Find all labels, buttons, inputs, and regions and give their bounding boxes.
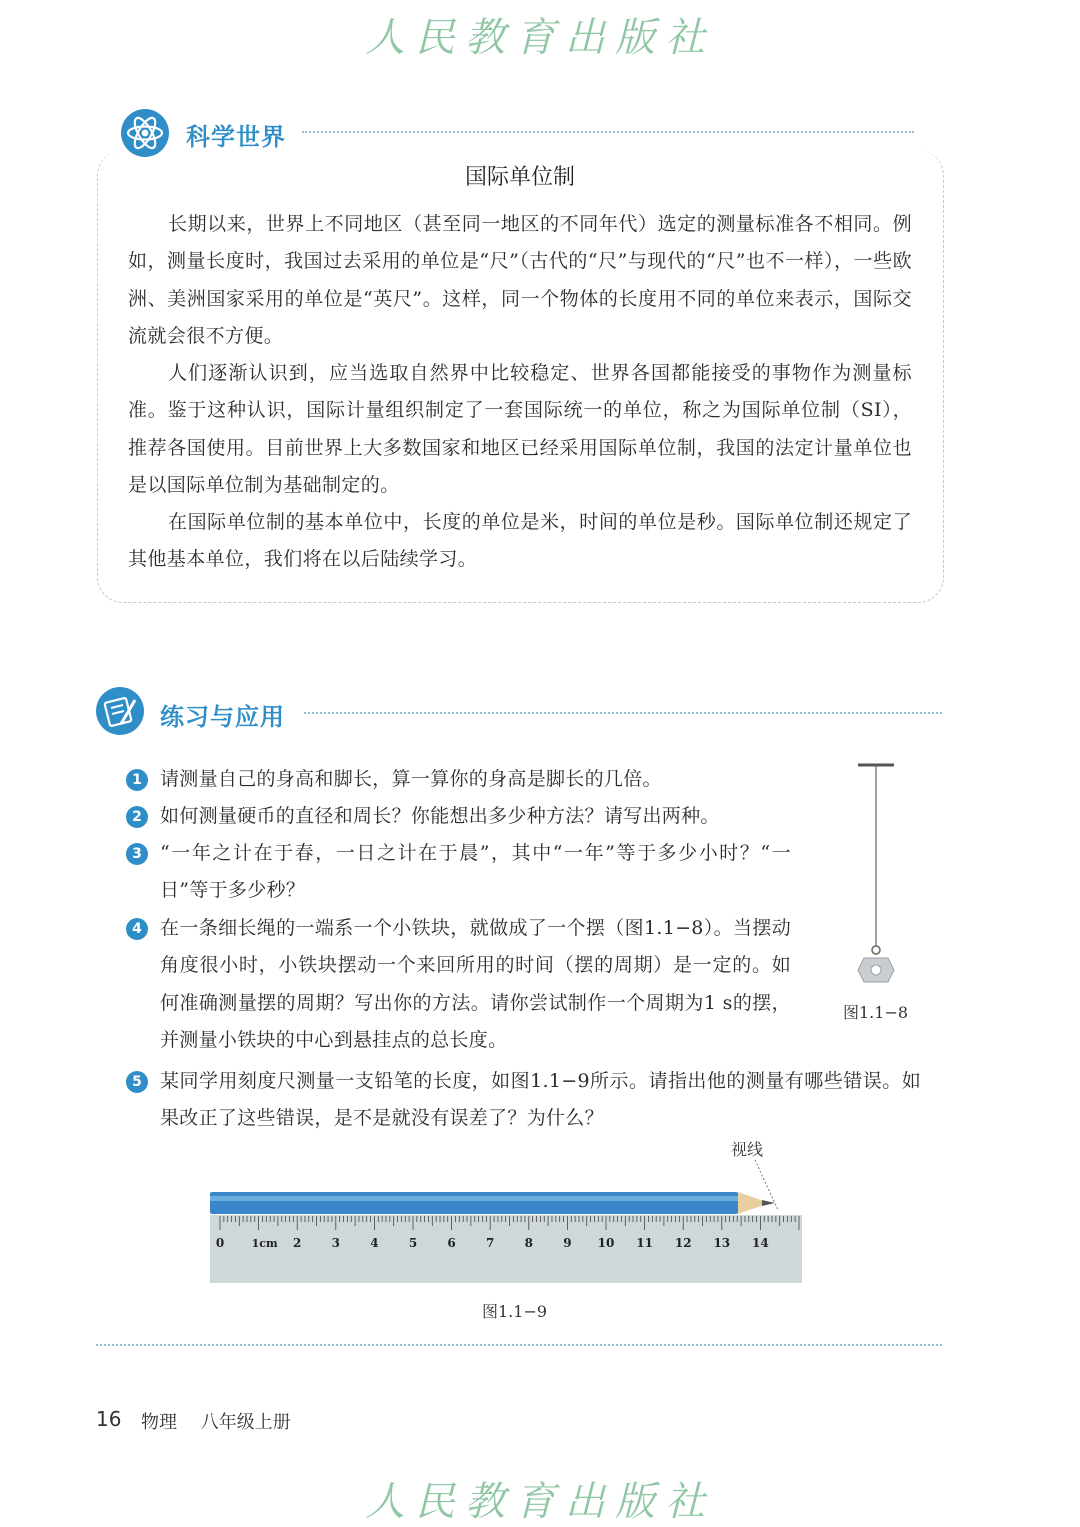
footer-book-info xyxy=(141,1408,309,1434)
ruler-tick-label: 12 xyxy=(674,1236,692,1250)
science-world-title: 科学世界 xyxy=(186,123,286,151)
science-paragraph: 长期以来，世界上不同地区（甚至同一地区的不同年代）选定的测量标准各不相同。例如，测量长度时，我国过去采用的单位是“尺”（古代的“尺”与现代的“尺”也不一样），一些欧洲、美洲国家采用的单位是“英尺”。这样，同一个物体的长度用不同的单位来表示，国际交流就会很不方便。 xyxy=(128,213,912,347)
pencil xyxy=(210,1192,775,1214)
sight-line-label: 视线 xyxy=(731,1140,764,1159)
question-item xyxy=(126,910,791,1059)
question-text: “一年之计在于春，一日之计在于晨”，其中“一年”等于多少小时？“一日”等于多少秒？ xyxy=(160,842,791,902)
science-paragraph: 人们逐渐认识到，应当选取自然界中比较稳定、世界各国都能接受的事物作为测量标准。鉴于这种认识，国际计量组织制定了一套国际统一的单位，称之为国际单位制（SI），推荐各国使用。目前世界上大多数国家和地区已经采用国际单位制，我国的法定计量单位也是以国际单位制为基础制定的。 xyxy=(128,362,912,496)
ruler-tick-label: 1cm xyxy=(251,1237,278,1250)
exercises-title: 练习与应用 xyxy=(160,703,285,731)
ruler-tick-label: 4 xyxy=(370,1236,379,1250)
question-item xyxy=(126,1063,921,1138)
ruler-tick-label: 13 xyxy=(713,1236,731,1250)
ruler-pencil-figure xyxy=(205,1160,805,1288)
page-number: 16 xyxy=(96,1407,122,1431)
ruler-tick-label: 0 xyxy=(215,1236,225,1250)
exercises-title-divider xyxy=(304,712,942,714)
ruler-tick-label: 11 xyxy=(636,1236,653,1250)
figure-8-caption: 图1.1−8 xyxy=(843,1003,909,1022)
ruler-tick-label: 3 xyxy=(331,1236,340,1250)
ruler-tick-label: 5 xyxy=(408,1236,418,1250)
ruler-tick-label: 8 xyxy=(524,1236,533,1250)
figure-9-caption: 图1.1−9 xyxy=(482,1302,548,1321)
question-number: 3 xyxy=(126,843,148,865)
bottom-divider xyxy=(96,1344,942,1346)
question-item xyxy=(126,835,791,910)
question-number: 1 xyxy=(126,769,148,791)
science-paragraph: 在国际单位制的基本单位中，长度的单位是米，时间的单位是秒。国际单位制还规定了其他基本单位，我们将在以后陆续学习。 xyxy=(128,511,912,571)
ruler-tick-label: 14 xyxy=(752,1236,769,1250)
question-item xyxy=(126,798,826,835)
science-heading: 国际单位制 xyxy=(464,165,575,190)
question-item xyxy=(126,761,826,798)
pendulum-figure xyxy=(850,760,910,985)
ruler-tick-label: 6 xyxy=(447,1236,456,1250)
footer-subject: 物理 xyxy=(141,1412,177,1433)
notebook-pencil-icon xyxy=(95,686,145,736)
question-number: 5 xyxy=(126,1071,148,1093)
ruler-tick-label: 7 xyxy=(486,1236,495,1250)
publisher-watermark-top: 人民教育出版社 xyxy=(365,15,715,61)
science-title-divider xyxy=(302,131,914,133)
question-text: 如何测量硬币的直径和周长？你能想出多少种方法？请写出两种。 xyxy=(160,805,720,827)
question-text: 请测量自己的身高和脚长，算一算你的身高是脚长的几倍。 xyxy=(160,768,662,790)
footer-grade: 八年级上册 xyxy=(200,1412,291,1433)
ruler-tick-label: 9 xyxy=(563,1236,572,1250)
question-text: 某同学用刻度尺测量一支铅笔的长度，如图1.1−9所示。请指出他的测量有哪些错误。如果改正了这些错误，是不是就没有误差了？为什么？ xyxy=(160,1070,921,1130)
question-number: 4 xyxy=(126,918,148,940)
question-text: 在一条细长绳的一端系一个小铁块，就做成了一个摆（图1.1−8）。当摆动角度很小时，小铁块摆动一个来回所用的时间（摆的周期）是一定的。如何准确测量摆的周期？写出你的方法。请你尝试制作一个周期为1 s的摆，并测量小铁块的中心到悬挂点的总长度。 xyxy=(160,917,791,1051)
publisher-watermark-bottom: 人民教育出版社 xyxy=(365,1479,715,1525)
ruler-tick-label: 10 xyxy=(597,1236,615,1250)
ruler-tick-label: 2 xyxy=(293,1236,302,1250)
question-number: 2 xyxy=(126,806,148,828)
